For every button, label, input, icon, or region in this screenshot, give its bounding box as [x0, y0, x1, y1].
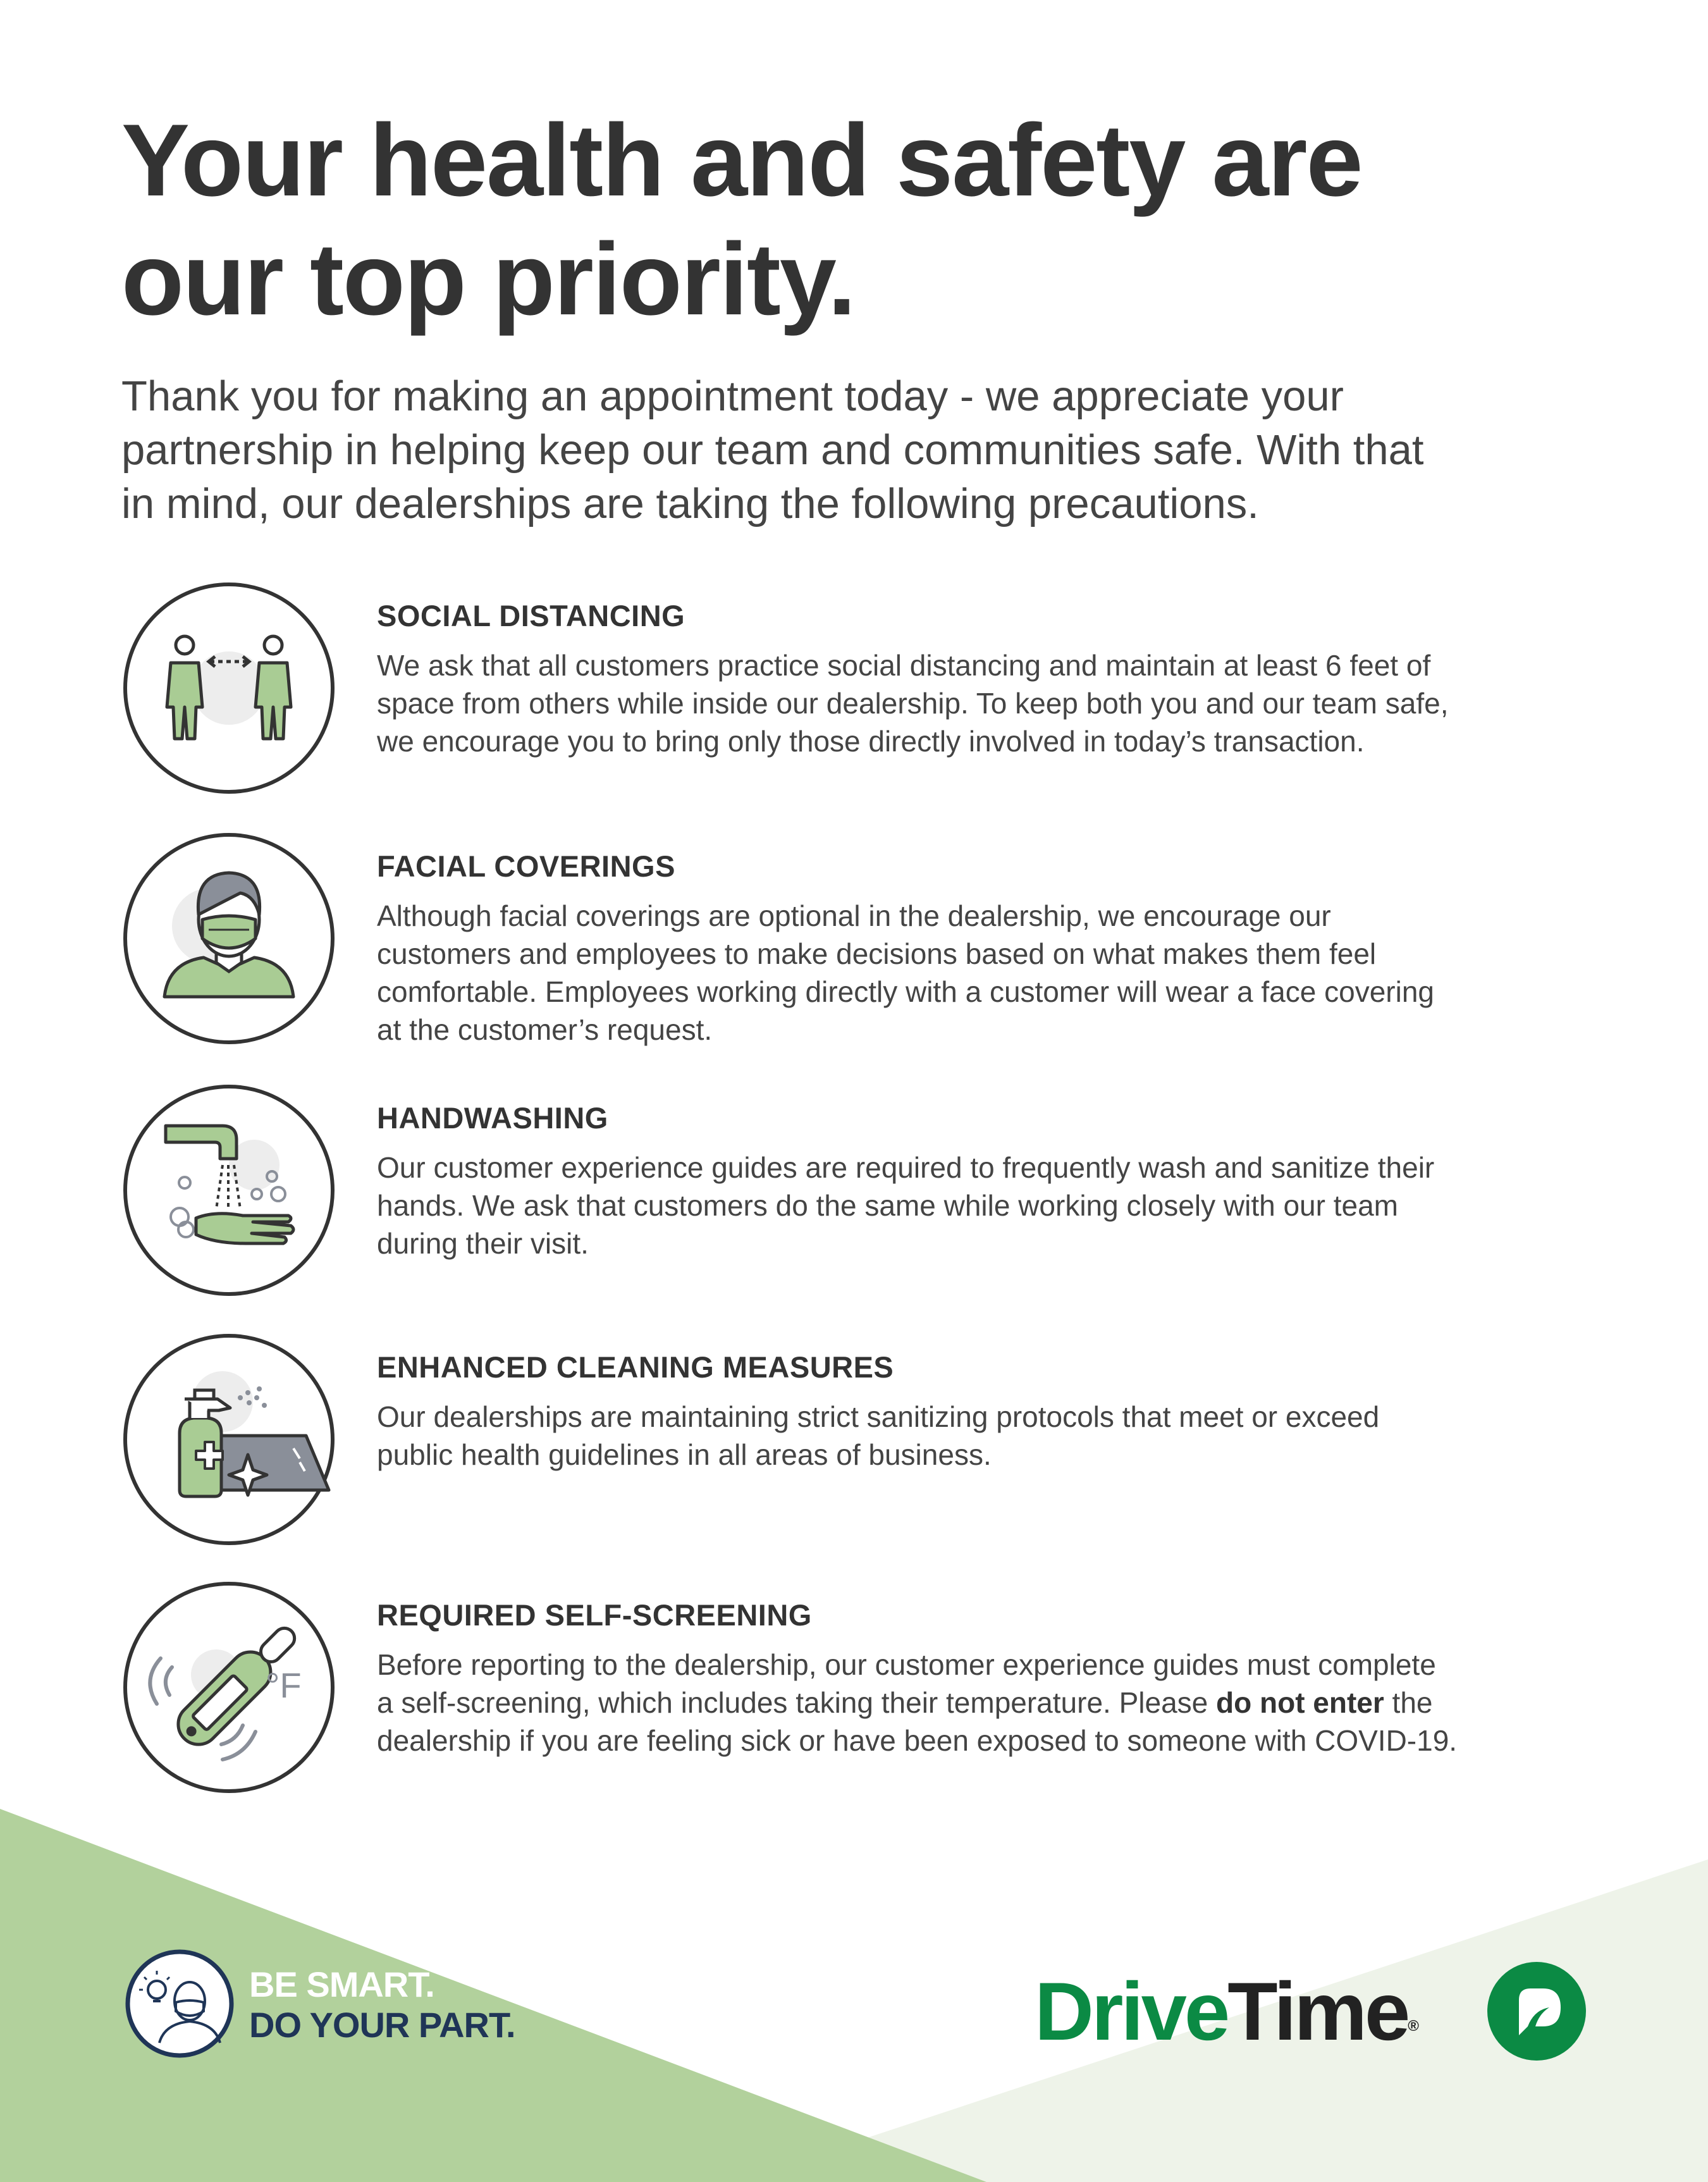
section-title: SOCIAL DISTANCING [377, 599, 685, 632]
body-line: Before reporting to the dealership, our customer experience guides must complete [377, 1648, 1436, 1681]
drivetime-logo [1035, 1967, 1416, 2056]
slogan-line-1: BE SMART. [249, 1964, 434, 2004]
intro-line-1: Thank you for making an appointment today - we appreciate your [121, 373, 1344, 420]
body-line: customers and employees to make decisions based on what makes them feel [377, 937, 1377, 970]
section-self-screening [121, 1580, 1595, 1795]
body-line: dealership if you are feeling sick or have been exposed to someone with COVID-19. [377, 1724, 1458, 1757]
body-line: hands. We ask that customers do the same while working closely with our team [377, 1189, 1398, 1222]
slogan [249, 1964, 515, 2045]
registered-mark: ® [1408, 2018, 1416, 2035]
body-line: a self-screening, which includes taking their temperature. Please [377, 1686, 1217, 1719]
drivetime-logo-mark-icon [1486, 1961, 1587, 2062]
section-title: ENHANCED CLEANING MEASURES [377, 1350, 894, 1384]
intro-line-2: partnership in helping keep our team and communities safe. With that [121, 426, 1424, 474]
body-line: We ask that all customers practice social distancing and maintain at least 6 feet of [377, 649, 1431, 682]
body-line: space from others while inside our dealership. To keep both you and our team safe, [377, 687, 1449, 720]
section-body [377, 646, 1597, 760]
intro-paragraph [121, 369, 1626, 531]
section-body [377, 1398, 1597, 1474]
face-mask-icon [121, 831, 336, 1046]
section-title: REQUIRED SELF-SCREENING [377, 1598, 812, 1632]
handwashing-icon [121, 1083, 336, 1298]
section-title: HANDWASHING [377, 1101, 608, 1135]
body-line: comfortable. Employees working directly with a customer will wear a face covering [377, 975, 1434, 1008]
section-body [377, 1149, 1597, 1262]
body-line: we encourage you to bring only those directly involved in today’s transaction. [377, 725, 1365, 758]
section-facial-coverings [121, 831, 1595, 1046]
intro-line-3: in mind, our dealerships are taking the following precautions. [121, 480, 1259, 527]
social-distancing-icon [121, 581, 336, 796]
body-line: at the customer’s request. [377, 1013, 713, 1046]
section-social-distancing [121, 581, 1595, 796]
body-line: Our customer experience guides are required to frequently wash and sanitize their [377, 1151, 1435, 1184]
sanitizer-spray-icon [121, 1332, 336, 1547]
section-handwashing [121, 1083, 1595, 1298]
page-title [121, 101, 1607, 339]
section-enhanced-cleaning [121, 1332, 1595, 1547]
section-body [377, 897, 1597, 1049]
body-line: public health guidelines in all areas of business. [377, 1438, 992, 1471]
fahrenheit-label: °F [266, 1665, 302, 1705]
body-line: during their visit. [377, 1227, 589, 1260]
be-smart-badge-icon [124, 1948, 235, 2059]
title-line-2: our top priority. [121, 222, 855, 336]
brand-time: Time [1227, 1965, 1408, 2057]
body-line: Although facial coverings are optional in the dealership, we encourage our [377, 899, 1331, 932]
brand-drive: Drive [1035, 1965, 1228, 2057]
section-body [377, 1646, 1597, 1760]
title-line-1: Your health and safety are [121, 103, 1362, 218]
emphasis-text: do not enter [1216, 1686, 1384, 1719]
slogan-line-2: DO YOUR PART. [249, 2005, 515, 2045]
body-line: the [1384, 1686, 1433, 1719]
thermometer-icon [121, 1580, 336, 1795]
section-title: FACIAL COVERINGS [377, 849, 675, 883]
body-line: Our dealerships are maintaining strict sanitizing protocols that meet or exceed [377, 1400, 1380, 1433]
